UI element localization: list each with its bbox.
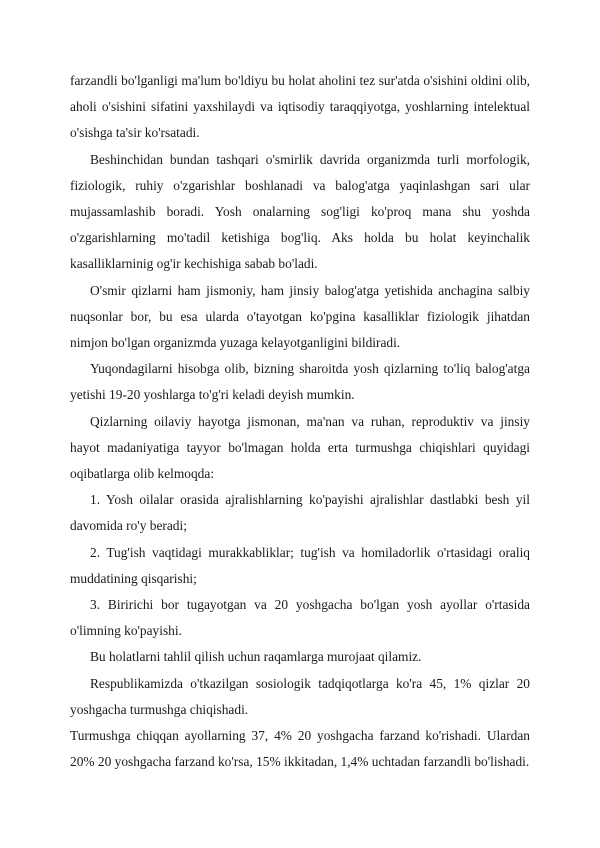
paragraph-7: Respublikamizda o'tkazilgan sosiologik tadqiqotlarga ko'ra 45, 1% qizlar 20 yoshgacha turmushga chiqishadi. [70, 675, 530, 717]
paragraph-1: farzandli bo'lganligi ma'lum bo'ldiyu bu holat aholini tez sur'atda o'sishini oldini olib, aholi o'sishini sifatini yaxshilaydi va iqtisodiy taraqqiyotga, yoshlarning intelektual o'sishga ta'sir ko'rsatadi. [70, 73, 530, 141]
list-item-1: 1. Yosh oilalar orasida ajralishlarning ko'payishi ajralishlar dastlabki besh yil davomida ro'y beradi; [70, 492, 530, 534]
list-item-2: 2. Tug'ish vaqtidagi murakkabliklar; tug'ish va homiladorlik o'rtasidagi oraliq muddatining qisqarishi; [70, 544, 530, 586]
paragraph-2: Beshinchidan bundan tashqari o'smirlik davrida organizmda turli morfologik, fiziologik, ruhiy o'zgarishlar boshlanadi va balog'atga yaqinlashgan sari ular mujassamlashib boradi. Yosh onalarning sog'ligi ko'proq mana shu yoshda o'zgarishlarning mo'tadil ketishiga bog'liq. Aks holda bu holat keyinchalik kasalliklarninig og'ir kechishiga sabab bo'ladi. [70, 151, 530, 272]
list-item-3: 3. Biririchi bor tugayotgan va 20 yoshgacha bo'lgan yosh ayollar o'rtasida o'limning ko'payishi. [70, 597, 530, 639]
paragraph-4: Yuqondagilarni hisobga olib, bizning sharoitda yosh qizlarning to'liq balog'atga yetishi 19-20 yoshlarga to'g'ri keladi deyish mumkin. [70, 361, 530, 403]
paragraph-3: O'smir qizlarni ham jismoniy, ham jinsiy balog'atga yetishida anchagina salbiy nuqsonlar bor, bu esa ularda o'tayotgan ko'pgina kasalliklar fiziologik jihatdan nimjon bo'lgan organizmda yuzaga kelayotganligini bildiradi. [70, 282, 530, 351]
document-body [70, 68, 530, 775]
paragraph-8: Turmushga chiqqan ayollarning 37, 4% 20 yoshgacha farzand ko'rishadi. Ulardan 20% 20 yoshgacha farzand ko'rsa, 15% ikkitadan, 1,4% uchtadan farzandli bo'lishadi. [70, 728, 530, 770]
paragraph-6: Bu holatlarni tahlil qilish uchun raqamlarga murojaat qilamiz. [90, 649, 422, 665]
paragraph-5: Qizlarning oilaviy hayotga jismonan, ma'nan va ruhan, reproduktiv va jinsiy hayot madaniyatiga tayyor bo'lmagan holda erta turmushga chiqishlari quyidagi oqibatlarga olib kelmoqda: [70, 413, 530, 482]
